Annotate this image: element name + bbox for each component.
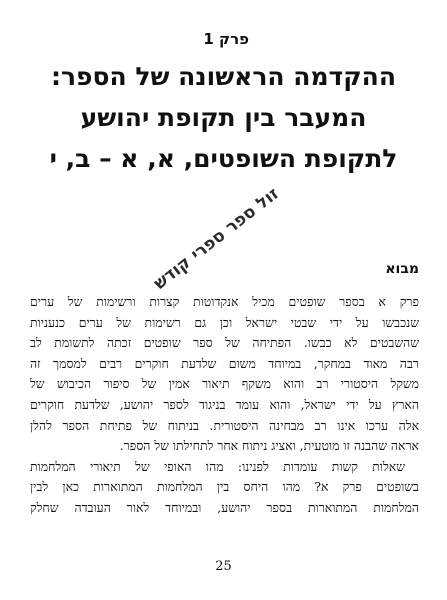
text-line: המלחמות המתוארות בספר יהושע, ובמיוחד לאור העובדה שחלק [30, 499, 419, 515]
text-line: בשופטים פרק א? מהו היחס בין המלחמות המתוארות כאן לבין [30, 479, 419, 495]
text-line: אלה ערכו אינו רב מבחינה היסטורית. בניתוח של פתיחת הספר להלן [30, 417, 419, 433]
section-heading: מבוא [385, 261, 419, 277]
text-line: שהשבטים לא כבשו. הפתיחה של ספר שופטים זכתה לתשומת לב [30, 335, 419, 351]
text-line: פרק א בספר שופטים מכיל אנקדוטות קצרות ורשימות של ערים [30, 294, 419, 309]
library-stamp: זול ספר ספרי קודש [150, 183, 283, 294]
chapter-title-line: המעבר בין תקופת יהושע [80, 103, 367, 132]
chapter-title-line: ההקדמה הראשונה של הספר: [50, 62, 397, 91]
text-line: משקל היסטורי רב והוא משקף תיאור אמין של סיפור הכיבוש של [30, 376, 419, 392]
text-line: שאלות קשות עומדות לפנינו: מהו האופי של תיאורי המלחמות [30, 458, 405, 474]
chapter-title [20, 56, 427, 179]
body-text [30, 292, 419, 519]
page-number: 25 [215, 559, 232, 574]
text-line: רבה מאוד במחקר, במיוחד משום שלדעת חוקרים רבים למסמך זה [30, 355, 419, 371]
text-line: אראה שהבנה זו מוטעית, ואציג ניתוח אחר לתחילתו של הספר. [119, 438, 419, 454]
chapter-label: פרק 1 [203, 30, 249, 48]
text-line: הארץ על ידי ישראל, והוא עומד בניגוד לספר יהושע, שלדעת חוקרים [30, 396, 419, 412]
text-line: שנכבשו על ידי שבטי ישראל וכן גם רשימות של ערים כנעניות [30, 314, 419, 330]
chapter-title-line: לתקופת השופטים, א, א – ב, י [49, 144, 398, 173]
